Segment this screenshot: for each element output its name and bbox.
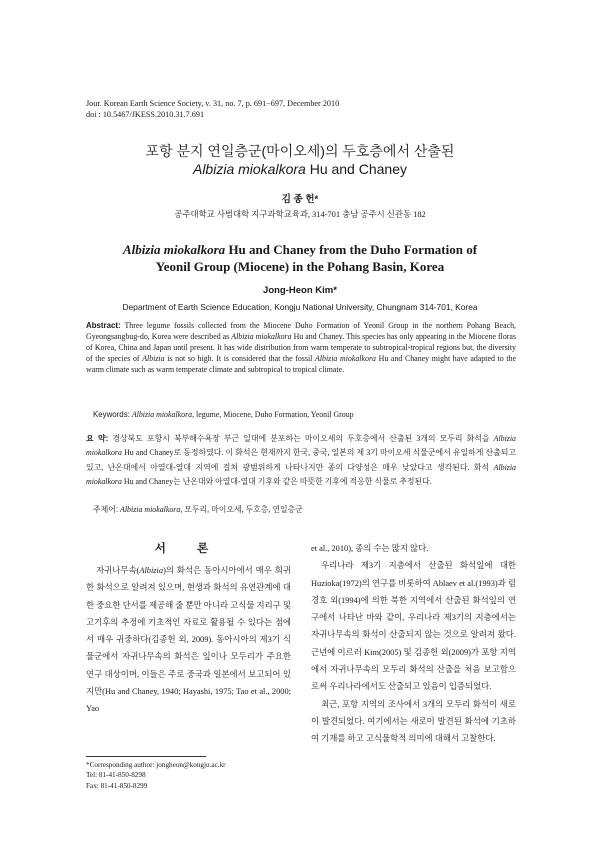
korean-abstract-text-1: 경상북도 포항시 북부해수욕장 부근 일대에 분포하는 마이오세의 두호층에서 산출된 3개의 모두리 화석을	[108, 434, 494, 443]
korean-keywords-label: 주제어:	[93, 505, 119, 514]
section-title-introduction: 서 론	[154, 543, 223, 555]
species-name: Albizia miokalkora	[192, 161, 306, 177]
footnote	[86, 760, 226, 791]
english-title-line1	[0, 242, 600, 259]
english-affiliation: Department of Earth Science Education, Kongju National University, Chungnam 314-701, Korea	[122, 302, 478, 312]
right-column	[311, 540, 516, 748]
korean-affiliation: 공주대학교 사범대학 지구과학교육과, 314-701 충남 공주시 신관동 182	[174, 210, 426, 219]
intro-text-b: )의 화석은 동아시아에서 매우 희귀한 화석으로 알려져 있으며, 현생과 화석의 유연관계에 대한 중요한 단서를 제공해 줄 뿐만 아니라 고식물 지리구 및 고기후의 추정에 기초적인 자료로 활용될 수 있다는 점에서 매우 귀중하다(김종헌 외, 2009). 동아시아의 제3기 식물군에서 자귀나무속의 화석은 잎이나 모두리가 주요한 연구 대상이며, 이들은 주로 중국과 일본에서 보고되어 있지만(Hu and Chaney, 1940; Hayashi, 1975; Tao et al., 2000; Yao	[86, 566, 291, 714]
journal-citation	[86, 98, 339, 120]
korean-title-line2	[0, 160, 600, 178]
species-name-en: Albizia miokalkora	[122, 242, 226, 257]
abstract-text-3: is not so high. It is considered that the fossil	[164, 354, 315, 364]
english-title-line2: Yeonil Group (Miocene) in the Pohang Basin, Korea	[155, 258, 445, 274]
korean-title-line1: 포항 분지 연일층군(마이오세)의 두호층에서 산출된	[145, 143, 455, 159]
footnote-rule	[86, 756, 206, 757]
keywords-label: Keywords:	[93, 410, 130, 419]
doi-line: doi : 10.5467/JKESS.2010.31.7.691	[86, 110, 205, 119]
keywords-rest: , legume, Miocene, Duho Formation, Yeonil Group	[192, 410, 354, 419]
korean-author: 김 종 헌*	[281, 194, 319, 205]
abstract-italic-2: Albizia	[142, 354, 165, 364]
korean-abstract-italic-2: Albizia miokalkora	[86, 462, 516, 486]
abstract-italic-3: Albizia miokalkora	[315, 354, 376, 364]
korean-keywords	[93, 504, 303, 515]
korean-abstract-text-3: Hu and Chaney는 난온대와 아열대-열대 기후와 같은 따뜻한 기후에 적응한 식물로 추정된다.	[121, 476, 432, 486]
english-title	[0, 242, 600, 275]
abstract-text-2: Hu and Chaney. This species has only appearing in the Miocene floras of Korea, China and Japan until present. It has wide distribution from warm temperate to subtropical-tropical regions but, the diversity of the species of	[86, 332, 516, 364]
english-abstract	[86, 320, 516, 375]
korean-title	[0, 142, 600, 178]
intro-paragraph-1	[86, 562, 291, 718]
korean-abstract	[86, 432, 516, 489]
intro-paragraph-3: 최근, 포항 지역의 조사에서 3개의 모두리 화석이 새로이 발견되었다. 여기에서는 새로이 발견된 화석에 기초하여 기재를 하고 고식물학적 의미에 대해서 고찰한다.	[311, 699, 516, 744]
abstract-italic-1: Albizia miokalkora	[231, 332, 292, 342]
korean-abstract-label: 요 약:	[86, 434, 109, 443]
intro-paragraph-continued: et al., 2010), 종의 수는 많지 않다.	[311, 544, 429, 553]
english-author: Jong-Heon Kim*	[263, 285, 337, 296]
keywords-italic: Albizia miokalkora	[131, 410, 193, 419]
english-keywords	[93, 410, 354, 419]
journal-line: Jour. Korean Earth Science Society, v. 31, no. 7, p. 691−697, December 2010	[86, 99, 340, 108]
korean-keywords-italic: Albizia miokalkora	[120, 505, 181, 514]
left-column	[86, 562, 291, 718]
species-authority: Hu and Chaney	[305, 161, 407, 177]
corresponding-author: *Corresponding author: jongheon@kongju.ac.kr	[86, 761, 226, 769]
footnote-tel: Tel: 81-41-850-8298	[86, 771, 146, 780]
korean-abstract-text-2: Hu and Chaney로 동정하였다. 이 화석은 현재까지 한국, 중국, 일본의 제 3기 마이오세 식물군에서 유일하게 산출되고 있고, 난온대에서 아열대-열대 지역에 걸쳐 광범위하게 나타나지만 종의 다양성은 매우 낮았다고 생각된다. 화석	[86, 448, 516, 472]
korean-keywords-rest: , 모두리, 마이오세, 두호층, 연일층군	[180, 505, 303, 514]
english-title-line1-rest: Hu and Chaney from the Duho Formation of	[225, 242, 478, 257]
intro-text-a: 자귀나무속(	[96, 566, 140, 575]
abstract-text-1: Three legume fossils collected from the Miocene Duho Formation of Yeonil Group in the northern Pohang Beach, Gyeongsangbug-do, Korea were described as	[86, 321, 516, 342]
korean-abstract-italic-1: Albizia miokalkora	[86, 434, 516, 458]
footnote-fax: Fax: 81-41-850-8299	[86, 781, 148, 790]
intro-genus-italic: Albizia	[139, 566, 164, 575]
abstract-text-4: Hu and Chaney might have adapted to the warm climate such as warm temperate climate and subtropical to tropical climate.	[86, 354, 516, 375]
abstract-label: Abstract:	[86, 321, 121, 330]
intro-paragraph-2: 우리나라 제3기 지층에서 산출된 화석잎에 대한 Huzioka(1972)의 연구를 비롯하여 Ablaev et al.(1993)과 림경호 외(1994)에 의한 북한 지역에서 산출된 화석잎의 연구에서 나타난 바와 같이, 우리나라 제3기의 지층에서는 자귀나무속의 화석이 산출되지 않는 것으로 알려져 왔다. 근년에 이르러 Kim(2005) 및 김종헌 외(2009)가 포항 지역에서 자귀나무속의 모두리 화석의 산출을 처음 보고함으로써 우리나라에서도 산출되고 있음이 입증되었다.	[311, 561, 516, 692]
